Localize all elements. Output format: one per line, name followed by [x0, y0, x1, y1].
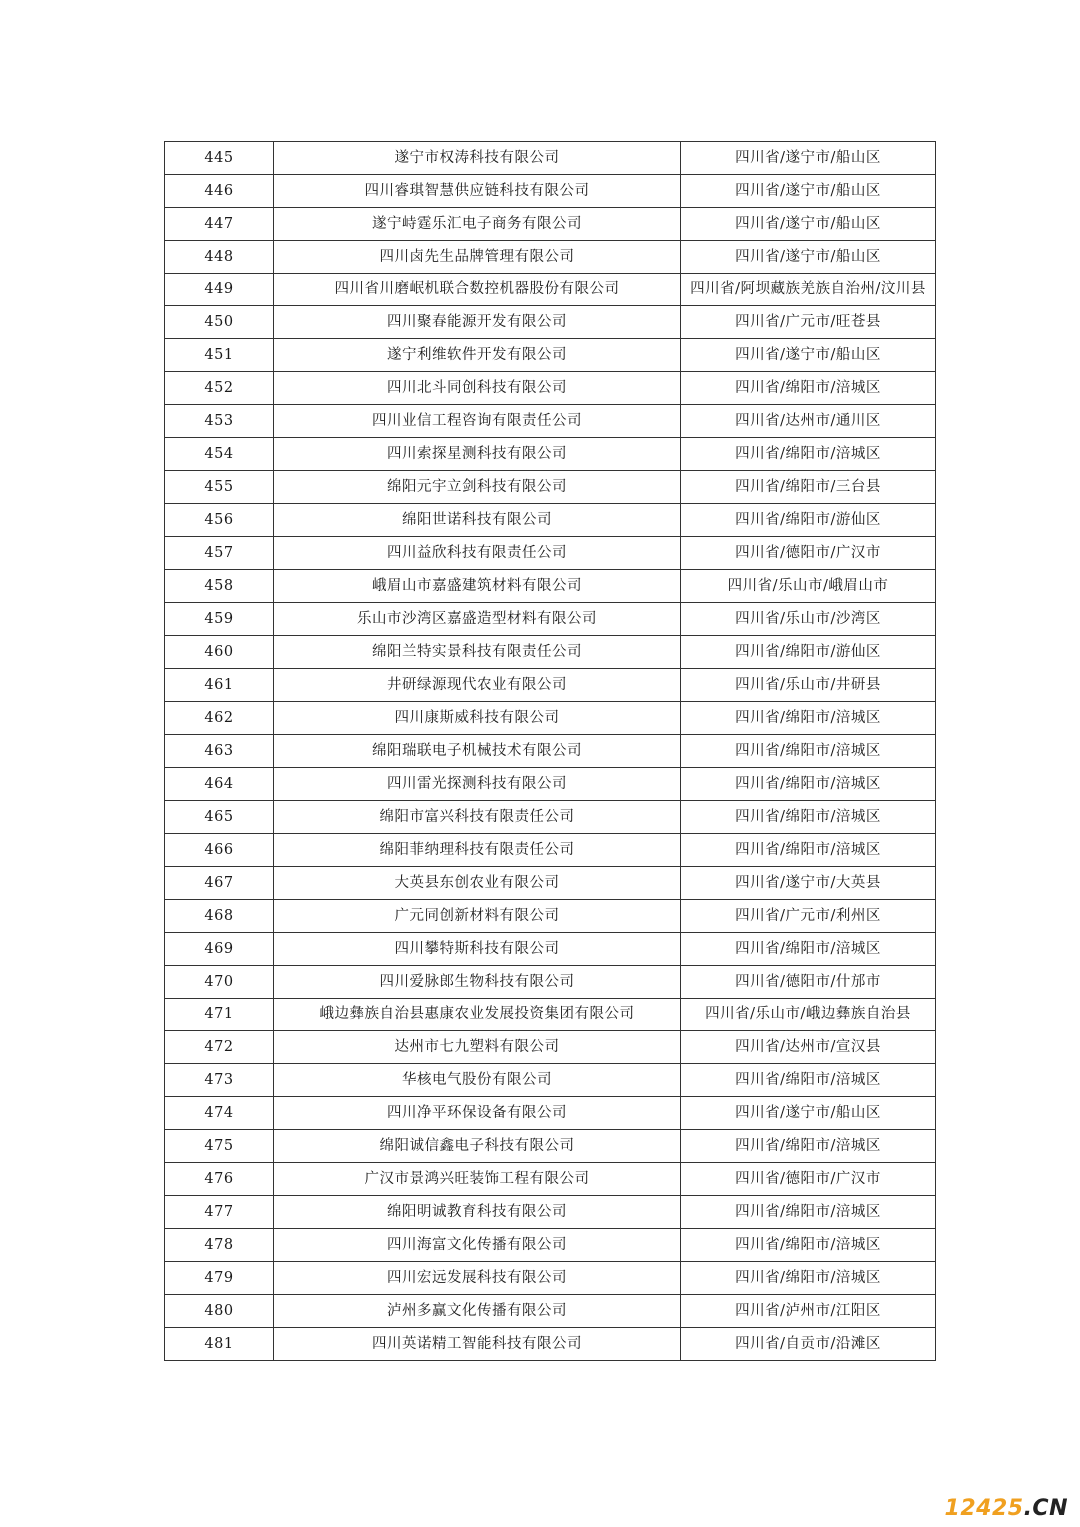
- row-number: 447: [165, 208, 274, 241]
- row-number: 445: [165, 142, 274, 175]
- row-number: 472: [165, 1031, 274, 1064]
- row-number: 467: [165, 867, 274, 900]
- region: 四川省/遂宁市/船山区: [681, 1097, 936, 1130]
- company-name: 达州市七九塑料有限公司: [274, 1031, 681, 1064]
- table-row: [165, 669, 936, 702]
- company-name: 泸州多赢文化传播有限公司: [274, 1295, 681, 1328]
- row-number: 464: [165, 768, 274, 801]
- region: 四川省/遂宁市/船山区: [681, 339, 936, 372]
- watermark-number: 12425: [944, 1496, 1024, 1521]
- region: 四川省/绵阳市/涪城区: [681, 735, 936, 768]
- table-row: [165, 801, 936, 834]
- table-row: [165, 504, 936, 537]
- region: 四川省/绵阳市/游仙区: [681, 636, 936, 669]
- table-row: [165, 636, 936, 669]
- region: 四川省/绵阳市/涪城区: [681, 1229, 936, 1262]
- company-name: 峨边彝族自治县惠康农业发展投资集团有限公司: [274, 999, 681, 1031]
- row-number: 476: [165, 1163, 274, 1196]
- region: 四川省/绵阳市/涪城区: [681, 768, 936, 801]
- row-number: 454: [165, 438, 274, 471]
- region: 四川省/阿坝藏族羌族自治州/汶川县: [681, 274, 936, 306]
- site-watermark: [945, 1496, 1068, 1521]
- company-name: 绵阳元宇立剑科技有限公司: [274, 471, 681, 504]
- row-number: 481: [165, 1328, 274, 1361]
- table-body: [165, 142, 936, 1361]
- company-name: 四川索探星测科技有限公司: [274, 438, 681, 471]
- table-row: [165, 966, 936, 999]
- row-number: 456: [165, 504, 274, 537]
- company-name: 四川益欣科技有限责任公司: [274, 537, 681, 570]
- region: 四川省/广元市/旺苍县: [681, 306, 936, 339]
- row-number: 451: [165, 339, 274, 372]
- table-row: [165, 999, 936, 1031]
- row-number: 475: [165, 1130, 274, 1163]
- row-number: 452: [165, 372, 274, 405]
- region: 四川省/绵阳市/游仙区: [681, 504, 936, 537]
- table-row: [165, 1031, 936, 1064]
- company-name: 遂宁市权涛科技有限公司: [274, 142, 681, 175]
- company-name: 井研绿源现代农业有限公司: [274, 669, 681, 702]
- region: 四川省/达州市/宣汉县: [681, 1031, 936, 1064]
- row-number: 457: [165, 537, 274, 570]
- row-number: 469: [165, 933, 274, 966]
- table-row: [165, 438, 936, 471]
- table-row: [165, 1097, 936, 1130]
- company-name: 峨眉山市嘉盛建筑材料有限公司: [274, 570, 681, 603]
- company-name: 广汉市景鸿兴旺装饰工程有限公司: [274, 1163, 681, 1196]
- region: 四川省/德阳市/广汉市: [681, 1163, 936, 1196]
- table-row: [165, 208, 936, 241]
- region: 四川省/自贡市/沿滩区: [681, 1328, 936, 1361]
- company-name: 遂宁峙霆乐汇电子商务有限公司: [274, 208, 681, 241]
- table-row: [165, 1163, 936, 1196]
- table-row: [165, 405, 936, 438]
- watermark-domain: .CN: [1023, 1496, 1068, 1521]
- row-number: 446: [165, 175, 274, 208]
- table-row: [165, 274, 936, 306]
- row-number: 461: [165, 669, 274, 702]
- company-name: 四川省川磨岷机联合数控机器股份有限公司: [274, 274, 681, 306]
- table-row: [165, 702, 936, 735]
- company-name: 四川攀特斯科技有限公司: [274, 933, 681, 966]
- table-row: [165, 867, 936, 900]
- table-row: [165, 1328, 936, 1361]
- region: 四川省/绵阳市/涪城区: [681, 1064, 936, 1097]
- row-number: 455: [165, 471, 274, 504]
- company-name: 四川聚春能源开发有限公司: [274, 306, 681, 339]
- company-name: 广元同创新材料有限公司: [274, 900, 681, 933]
- region: 四川省/绵阳市/涪城区: [681, 1196, 936, 1229]
- company-name: 四川宏远发展科技有限公司: [274, 1262, 681, 1295]
- company-name: 绵阳诚信鑫电子科技有限公司: [274, 1130, 681, 1163]
- table-row: [165, 603, 936, 636]
- row-number: 462: [165, 702, 274, 735]
- region: 四川省/德阳市/广汉市: [681, 537, 936, 570]
- table-row: [165, 339, 936, 372]
- region: 四川省/遂宁市/船山区: [681, 241, 936, 274]
- table-row: [165, 142, 936, 175]
- company-name: 乐山市沙湾区嘉盛造型材料有限公司: [274, 603, 681, 636]
- region: 四川省/绵阳市/三台县: [681, 471, 936, 504]
- table-row: [165, 1196, 936, 1229]
- company-name: 四川卤先生品牌管理有限公司: [274, 241, 681, 274]
- region: 四川省/德阳市/什邡市: [681, 966, 936, 999]
- table-row: [165, 570, 936, 603]
- table-row: [165, 175, 936, 208]
- region: 四川省/遂宁市/船山区: [681, 142, 936, 175]
- table-row: [165, 471, 936, 504]
- region: 四川省/绵阳市/涪城区: [681, 438, 936, 471]
- company-name: 绵阳市富兴科技有限责任公司: [274, 801, 681, 834]
- region: 四川省/乐山市/沙湾区: [681, 603, 936, 636]
- row-number: 465: [165, 801, 274, 834]
- company-name: 绵阳明诚教育科技有限公司: [274, 1196, 681, 1229]
- company-name: 四川北斗同创科技有限公司: [274, 372, 681, 405]
- row-number: 466: [165, 834, 274, 867]
- company-name: 四川英诺精工智能科技有限公司: [274, 1328, 681, 1361]
- company-name: 四川雷光探测科技有限公司: [274, 768, 681, 801]
- table-row: [165, 537, 936, 570]
- company-name: 华核电气股份有限公司: [274, 1064, 681, 1097]
- region: 四川省/遂宁市/大英县: [681, 867, 936, 900]
- row-number: 460: [165, 636, 274, 669]
- region: 四川省/绵阳市/涪城区: [681, 1262, 936, 1295]
- company-name: 大英县东创农业有限公司: [274, 867, 681, 900]
- row-number: 459: [165, 603, 274, 636]
- region: 四川省/广元市/利州区: [681, 900, 936, 933]
- table-row: [165, 735, 936, 768]
- company-name: 四川睿琪智慧供应链科技有限公司: [274, 175, 681, 208]
- region: 四川省/达州市/通川区: [681, 405, 936, 438]
- row-number: 449: [165, 274, 274, 306]
- region: 四川省/绵阳市/涪城区: [681, 801, 936, 834]
- company-name: 四川业信工程咨询有限责任公司: [274, 405, 681, 438]
- region: 四川省/绵阳市/涪城区: [681, 834, 936, 867]
- company-name: 绵阳兰特实景科技有限责任公司: [274, 636, 681, 669]
- row-number: 474: [165, 1097, 274, 1130]
- row-number: 453: [165, 405, 274, 438]
- table-row: [165, 768, 936, 801]
- region: 四川省/乐山市/峨眉山市: [681, 570, 936, 603]
- region: 四川省/乐山市/峨边彝族自治县: [681, 999, 936, 1031]
- table-row: [165, 933, 936, 966]
- table-row: [165, 1064, 936, 1097]
- region: 四川省/绵阳市/涪城区: [681, 372, 936, 405]
- region: 四川省/遂宁市/船山区: [681, 175, 936, 208]
- row-number: 477: [165, 1196, 274, 1229]
- company-name: 四川爱脉郎生物科技有限公司: [274, 966, 681, 999]
- table-row: [165, 306, 936, 339]
- company-name: 绵阳菲纳理科技有限责任公司: [274, 834, 681, 867]
- company-list-table: [164, 141, 936, 1361]
- company-name: 绵阳瑞联电子机械技术有限公司: [274, 735, 681, 768]
- company-name: 四川净平环保设备有限公司: [274, 1097, 681, 1130]
- row-number: 473: [165, 1064, 274, 1097]
- row-number: 479: [165, 1262, 274, 1295]
- region: 四川省/遂宁市/船山区: [681, 208, 936, 241]
- region: 四川省/绵阳市/涪城区: [681, 702, 936, 735]
- table-row: [165, 1229, 936, 1262]
- table-row: [165, 241, 936, 274]
- row-number: 470: [165, 966, 274, 999]
- table-row: [165, 1262, 936, 1295]
- row-number: 448: [165, 241, 274, 274]
- company-name: 绵阳世诺科技有限公司: [274, 504, 681, 537]
- table-row: [165, 834, 936, 867]
- table-row: [165, 900, 936, 933]
- region: 四川省/泸州市/江阳区: [681, 1295, 936, 1328]
- row-number: 478: [165, 1229, 274, 1262]
- row-number: 458: [165, 570, 274, 603]
- row-number: 480: [165, 1295, 274, 1328]
- region: 四川省/绵阳市/涪城区: [681, 1130, 936, 1163]
- row-number: 471: [165, 999, 274, 1031]
- row-number: 463: [165, 735, 274, 768]
- table-row: [165, 1295, 936, 1328]
- table-row: [165, 372, 936, 405]
- row-number: 468: [165, 900, 274, 933]
- company-name: 四川海富文化传播有限公司: [274, 1229, 681, 1262]
- company-name: 四川康斯威科技有限公司: [274, 702, 681, 735]
- region: 四川省/乐山市/井研县: [681, 669, 936, 702]
- company-name: 遂宁利维软件开发有限公司: [274, 339, 681, 372]
- row-number: 450: [165, 306, 274, 339]
- table-row: [165, 1130, 936, 1163]
- region: 四川省/绵阳市/涪城区: [681, 933, 936, 966]
